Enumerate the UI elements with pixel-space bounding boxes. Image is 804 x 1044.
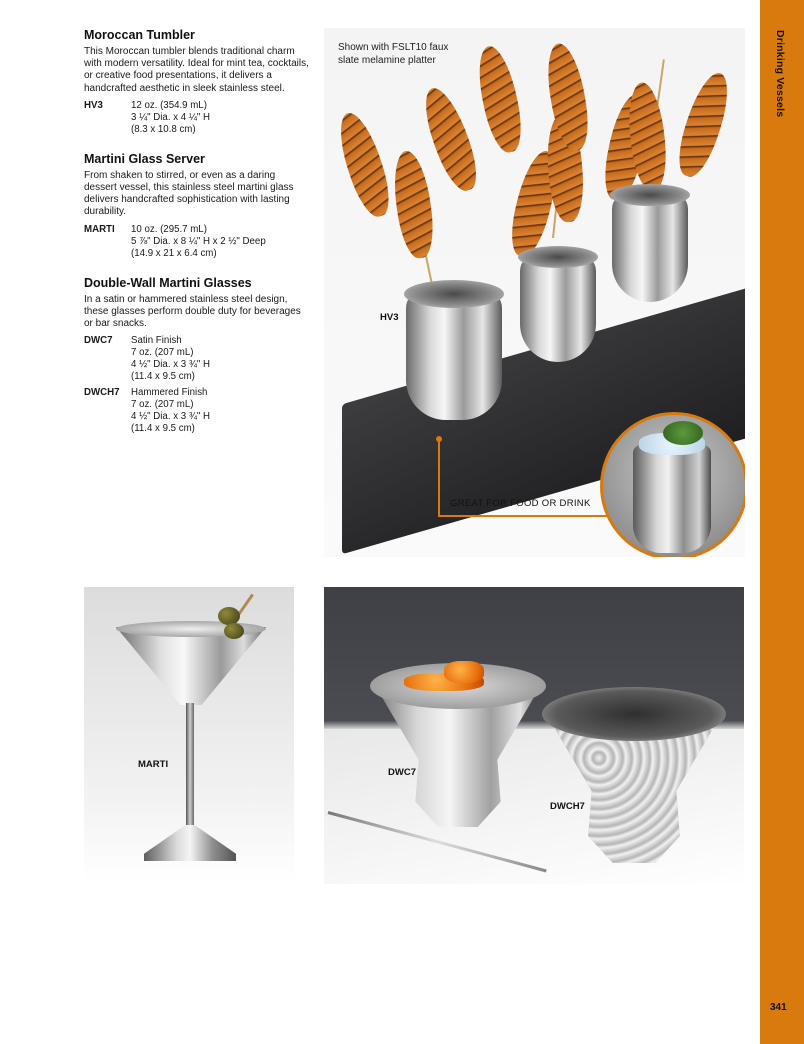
spec-line: Satin Finish — [131, 335, 182, 347]
product-heading: Double-Wall Martini Glasses — [84, 275, 252, 290]
caption-line: slate melamine platter — [338, 54, 436, 66]
grilled-slice — [389, 149, 438, 261]
spec-line: 7 oz. (207 mL) — [131, 347, 194, 359]
tumbler-rim — [404, 280, 504, 308]
inset-drink-photo — [600, 412, 745, 557]
callout-text: GREAT FOR FOOD OR DRINK — [450, 498, 591, 509]
product-label-dwc7: DWC7 — [388, 767, 416, 778]
section-title: Drinking Vessels — [774, 30, 786, 118]
item-code: DWCH7 — [84, 387, 120, 399]
product-heading: Martini Glass Server — [84, 151, 205, 166]
spec-line: 12 oz. (354.9 mL) — [131, 99, 207, 111]
photo-caption — [338, 42, 448, 67]
grilled-slice — [671, 68, 737, 181]
inset-tumbler — [633, 445, 711, 553]
caption-line: Shown with FSLT10 faux — [338, 42, 449, 53]
tumbler-photo — [324, 28, 745, 557]
product-martini-glass-server — [84, 152, 309, 260]
spec-line: 4 ½" Dia. x 3 ¾" H — [131, 359, 211, 371]
spec-line: (11.4 x 9.5 cm) — [131, 371, 195, 383]
product-label-dwch7: DWCH7 — [550, 801, 585, 812]
hammered-glass-rim — [542, 687, 726, 741]
spec-line: (8.3 x 10.8 cm) — [131, 123, 196, 135]
product-description: In a satin or hammered stainless steel design, these glasses perform double duty for beverages or bar snacks. — [84, 293, 301, 330]
item-code: MARTI — [84, 223, 115, 235]
inset-mint-garnish — [663, 421, 703, 445]
product-description: This Moroccan tumbler blends traditional charm with modern versatility. Ideal for mint tea, cocktails, or creative food presentations, it delivers a handcrafted aesthetic in sleek stainless steel. — [84, 46, 309, 94]
product-heading: Moroccan Tumbler — [84, 28, 195, 42]
callout-line — [438, 515, 608, 517]
sidebar-band — [760, 0, 804, 1044]
spec-line: 10 oz. (295.7 mL) — [131, 223, 207, 235]
product-moroccan-tumbler — [84, 28, 309, 136]
tumbler-rim — [518, 246, 598, 268]
spec-line: Hammered Finish — [131, 387, 208, 399]
spec-row — [84, 100, 309, 136]
martini-bowl — [116, 627, 266, 705]
product-label-marti: MARTI — [138, 759, 169, 770]
spec-line: 4 ½" Dia. x 3 ¾" H — [131, 411, 211, 423]
spec-line: 3 ¼" Dia. x 4 ¼" H — [131, 111, 211, 123]
product-description: From shaken to stirred, or even as a daring dessert vessel, this stainless steel martini glass delivers handcrafted sophistication with lasting durability. — [84, 169, 294, 218]
spec-row — [84, 335, 309, 383]
orange-garnish — [444, 661, 484, 683]
grilled-slice — [331, 108, 397, 221]
item-code: HV3 — [84, 99, 103, 111]
martini-photo — [84, 587, 294, 884]
tumbler-front — [406, 290, 502, 420]
spec-line: 7 oz. (207 mL) — [131, 399, 194, 411]
spec-line: 5 ⅞" Dia. x 8 ¼" H x 2 ½" Deep — [131, 235, 266, 247]
product-double-wall-martini — [84, 276, 309, 436]
page-number: 341 — [770, 1002, 787, 1013]
spec-row — [84, 224, 309, 260]
spec-line: (11.4 x 9.5 cm) — [131, 423, 195, 435]
tumbler-middle — [520, 254, 596, 362]
martini-stem — [186, 703, 194, 833]
product-text-column — [84, 28, 309, 451]
spec-line: (14.9 x 21 x 6.4 cm) — [131, 247, 217, 259]
spec-row — [84, 387, 309, 435]
callout-line — [438, 440, 440, 516]
double-wall-photo — [324, 587, 744, 884]
olive — [224, 623, 244, 639]
tumbler-back — [612, 192, 688, 302]
item-code: DWC7 — [84, 335, 113, 347]
grilled-slice — [472, 43, 528, 156]
grilled-slice — [416, 83, 485, 196]
martini-base — [144, 825, 236, 861]
tumbler-rim — [610, 184, 690, 206]
product-label-hv3: HV3 — [380, 312, 399, 323]
